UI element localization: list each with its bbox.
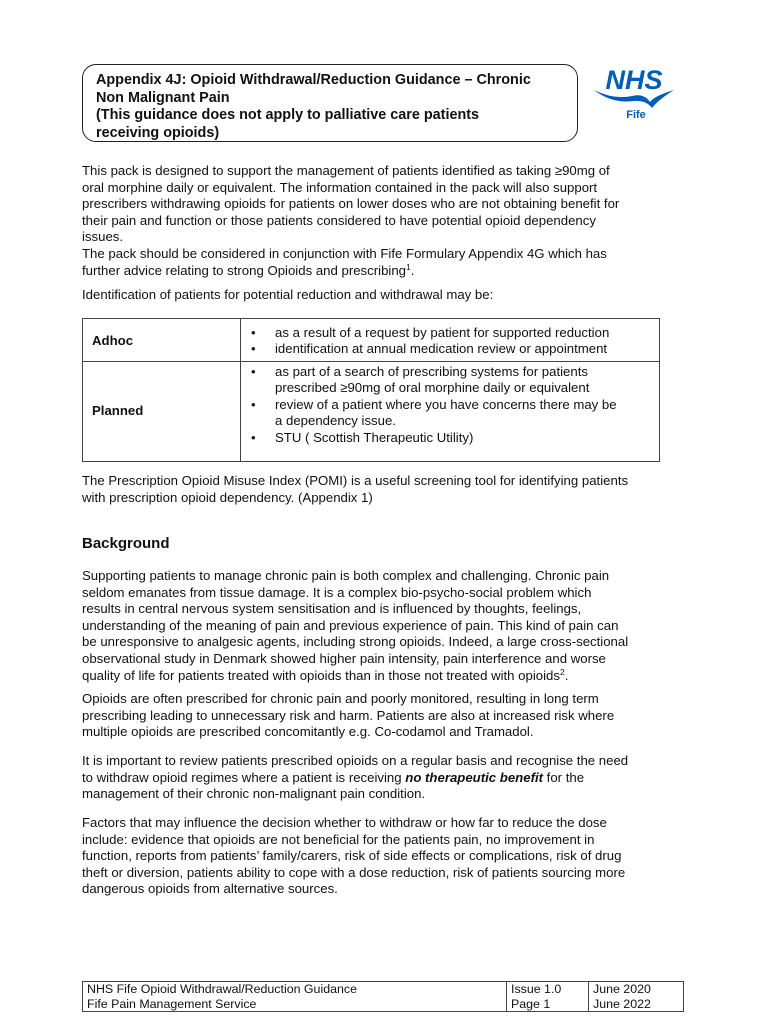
text-line: It is important to review patients prescribed opioids on a regular basis and recognise the need	[82, 753, 629, 768]
title-line: receiving opioids)	[96, 124, 220, 141]
list-item	[275, 364, 655, 397]
logo-nhs-text: NHS	[605, 65, 663, 95]
pomi-paragraph	[82, 473, 682, 506]
intro-paragraph	[82, 163, 682, 279]
text-fragment: quality of life for patients treated with opioids than in those not treated with opioids	[82, 667, 560, 683]
text-line: understanding of the meaning of pain and previous experience of pain. This kind of pain can	[82, 617, 619, 633]
text-line: observational study in Denmark showed higher pain intensity, pain interference and worse	[82, 650, 606, 666]
logo-fife-text: Fife	[626, 109, 646, 121]
text-line: their pain and function or those patients considered to have potential opioid dependency	[82, 212, 596, 228]
bullet-text: prescribed ≥90mg of oral morphine daily or equivalent	[275, 380, 590, 396]
text-line: with prescription opioid dependency. (Appendix 1)	[82, 489, 373, 505]
bullet-text: • review of a patient where you have concerns there may be	[275, 396, 617, 412]
text-line	[82, 770, 682, 787]
list-item	[275, 430, 655, 446]
footer-date-review: June 2022	[593, 996, 651, 1011]
emphasis-text: no therapeutic benefit	[405, 769, 544, 785]
bullet-text: identification at annual medication review or appointment	[275, 341, 608, 357]
text-line: function, reports from patients’ family/carers, risk of side effects or complications, risk of drug	[82, 848, 622, 864]
title-line: Non Malignant Pain	[96, 89, 230, 106]
text-line: The pack should be considered in conjunction with Fife Formulary Appendix 4G which has	[82, 245, 607, 261]
list-item	[275, 325, 655, 341]
background-paragraph-4	[82, 815, 682, 898]
bullet-text: as a result of a request by patient for supported reduction	[275, 325, 610, 340]
row-label-planned: Planned	[92, 403, 144, 418]
footer-date-issued: June 2020	[593, 982, 651, 996]
footer-issue-cell	[506, 982, 588, 1011]
text-line: theft or diversion, patients ability to cope with a dose reduction, risk of patients sourcing more	[82, 864, 626, 880]
background-paragraph-2	[82, 691, 682, 741]
bullet-text: • as part of a search of prescribing systems for patients	[275, 364, 588, 379]
footer-service: Fife Pain Management Service	[87, 996, 257, 1011]
bullet-text: • STU ( Scottish Therapeutic Utility)	[275, 429, 474, 445]
text-line: Supporting patients to manage chronic pain is both complex and challenging. Chronic pain	[82, 568, 610, 583]
footer-issue: Issue 1.0	[511, 982, 562, 996]
text-line: prescribers withdrawing opioids for patients on lower doses who are not obtaining benefit for	[82, 196, 620, 212]
text-line: dangerous opioids from alternative sources.	[82, 881, 338, 897]
text-line: be unresponsive to analgesic agents, including strong opioids. Indeed, a large cross-sectional	[82, 634, 629, 650]
page-footer	[82, 981, 684, 1012]
planned-bullets	[275, 364, 655, 446]
background-heading: Background	[82, 535, 170, 552]
text-line: Factors that may influence the decision whether to withdraw or how far to reduce the dose	[82, 815, 607, 830]
text-line: multiple opioids are prescribed concomitantly e.g. Co-codamol and Tramadol.	[82, 724, 534, 740]
title-line: (This guidance does not apply to palliative care patients	[96, 107, 480, 123]
footer-date-cell	[588, 982, 683, 1011]
text-line: Opioids are often prescribed for chronic pain and poorly monitored, resulting in long term	[82, 691, 599, 706]
footer-doc-title: NHS Fife Opioid Withdrawal/Reduction Guidance	[87, 982, 357, 996]
list-item	[275, 397, 655, 430]
row-label-adhoc: Adhoc	[92, 333, 134, 348]
text-line	[82, 263, 682, 280]
text-line: This pack is designed to support the management of patients identified as taking ≥90mg of	[82, 163, 610, 178]
reference-2: 2	[559, 666, 565, 677]
text-line: issues.	[82, 229, 124, 245]
reference-1: 1	[406, 261, 411, 272]
text-fragment: further advice relating to strong Opioids and prescribing	[82, 262, 407, 278]
bullet-text: a dependency issue.	[275, 413, 396, 429]
title-line: Appendix 4J: Opioid Withdrawal/Reduction Guidance – Chronic	[96, 72, 531, 88]
nhs-fife-logo	[592, 62, 676, 124]
footer-document-cell	[83, 982, 506, 1011]
text-line: The Prescription Opioid Misuse Index (POMI) is a useful screening tool for identifying patients	[82, 473, 629, 488]
table-row	[83, 319, 659, 362]
text-fragment: .	[564, 667, 569, 683]
text-fragment: .	[410, 262, 415, 278]
text-line: management of their chronic non-malignant pain condition.	[82, 786, 426, 802]
text-line: oral morphine daily or equivalent. The information contained in the pack will also support	[82, 179, 598, 195]
identification-table	[82, 318, 660, 462]
text-line: include: evidence that opioids are not beneficial for the patients pain, no improvement in	[82, 831, 595, 847]
text-fragment: for the	[543, 769, 585, 785]
text-line: seldom emanates from tissue damage. It is a complex bio-psycho-social problem which	[82, 584, 592, 600]
footer-page-number: Page 1	[511, 996, 551, 1011]
text-fragment: to withdraw opioid regimes where a patient is receiving	[82, 769, 406, 785]
document-title-box	[82, 64, 578, 142]
text-line: prescribing leading to unnecessary risk and harm. Patients are also at increased risk where	[82, 707, 615, 723]
text-line: results in central nervous system sensitisation and is influenced by thoughts, feelings,	[82, 601, 582, 617]
list-item	[275, 341, 655, 357]
table-row	[83, 361, 659, 461]
background-paragraph-1	[82, 568, 682, 684]
text-line	[82, 668, 682, 685]
identification-text: Identification of patients for potential reduction and withdrawal may be:	[82, 287, 494, 302]
background-paragraph-3	[82, 753, 682, 803]
adhoc-bullets	[275, 325, 655, 358]
